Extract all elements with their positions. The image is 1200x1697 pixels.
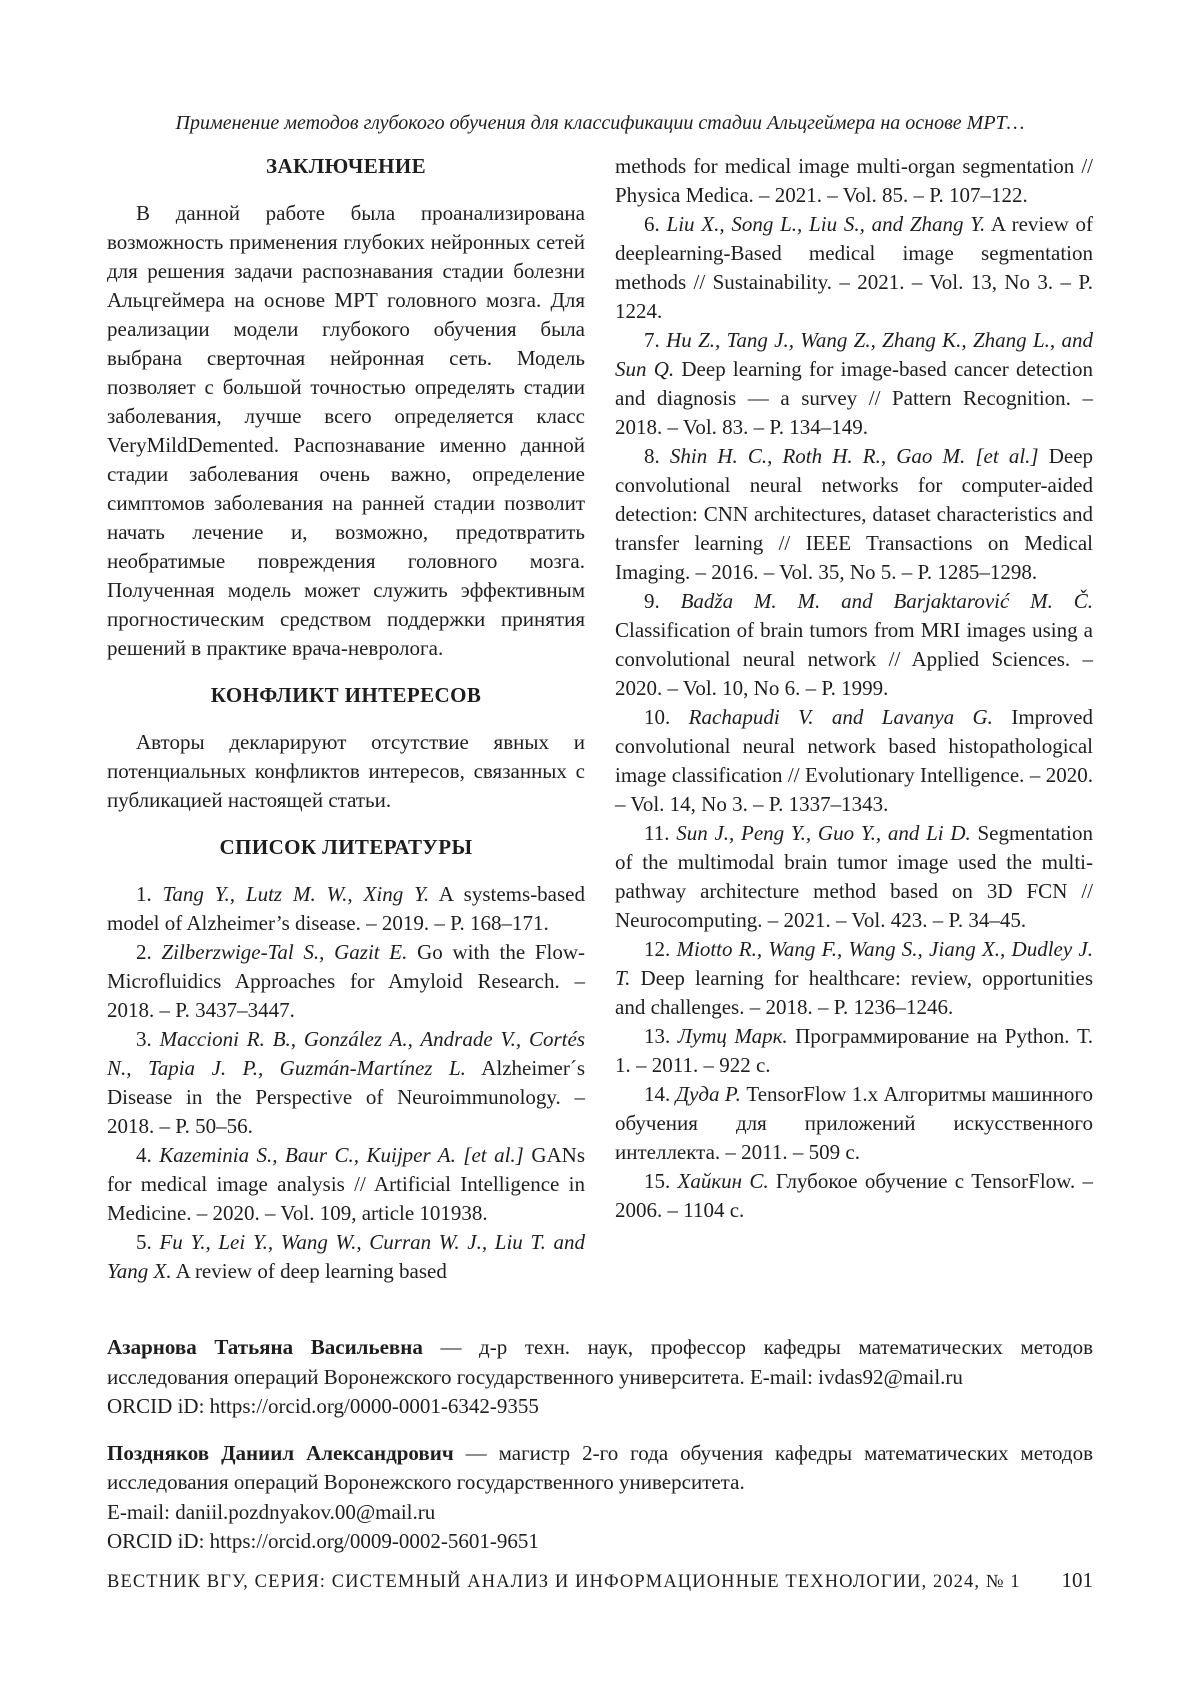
reference-item <box>615 1022 1093 1080</box>
reference-number: 10. <box>644 705 689 729</box>
reference-text: Go with the Flow-Microfluidics Approaches for Amyloid Research. – 2018. – P. 3437–3447. <box>107 940 586 1022</box>
reference-authors: Дуда Р. <box>675 1082 741 1106</box>
reference-text: Deep convolutional neural networks for computer-aided detection: CNN architectures, dataset characteristics and transfer learning // IEEE Transactions on Medical Imaging. – 2016. – Vol. 35, No 5. – P. 1285–1298. <box>615 444 1094 584</box>
author-description: Поздняков Даниил Александрович — магистр 2-го года обучения кафедры математических методов исследования операций Воронежского государственного университета. <box>107 1440 1094 1494</box>
reference-authors: Hu Z., Tang J., Wang Z., Zhang K., Zhang L., and Sun Q. <box>615 328 1093 381</box>
reference-text: Improved convolutional neural network based histopathological image classification // Evolutionary Intelligence. – 2020. – Vol. 14, No 3. – P. 1337–1343. <box>615 705 1093 816</box>
reference-item <box>615 819 1093 935</box>
reference-number: 4. <box>136 1143 160 1167</box>
reference-number: 3. <box>136 1027 160 1051</box>
reference-text: A review of deeplearning-Based medical image segmentation methods // Sustainability. – 2021. – Vol. 13, No 3. – P. 1224. <box>615 212 1094 323</box>
reference-item <box>615 703 1093 819</box>
author-description: Азарнова Татьяна Васильевна — д-р техн. наук, профессор кафедры математических методов исследования операций Воронежского государственного университета. E-mail: ivdas92@mail.ru <box>107 1335 1093 1389</box>
two-column-layout <box>107 152 1093 1286</box>
reference-authors: Sun J., Peng Y., Guo Y., and Li D. <box>676 821 971 845</box>
reference-list-right <box>615 210 1093 1225</box>
reference-number: 13. <box>644 1024 678 1048</box>
reference-text: Deep learning for image-based cancer detection and diagnosis — a survey // Pattern Recognition. – 2018. – Vol. 83. – P. 134–149. <box>615 357 1093 439</box>
reference-item <box>107 1228 585 1286</box>
page-number: 101 <box>1061 1568 1093 1592</box>
reference-item <box>615 210 1093 326</box>
reference-text: GANs for medical image analysis // Artificial Intelligence in Medicine. – 2020. – Vol. 109, article 101938. <box>107 1143 586 1225</box>
reference-number: 2. <box>136 940 162 964</box>
reference-authors: Maccioni R. B., González A., Andrade V., Cortés N., Tapia J. P., Guzmán-Martínez L. <box>107 1027 585 1080</box>
reference-item <box>615 1080 1093 1167</box>
reference-authors: Fu Y., Lei Y., Wang W., Curran W. J., Liu T. and Yang X. <box>107 1230 586 1283</box>
reference-text: Глубокое обучение с TensorFlow. – 2006. – 1104 с. <box>615 1169 1093 1222</box>
reference-item <box>615 935 1093 1022</box>
reference-authors: Rachapudi V. and Lavanya G. <box>688 705 993 729</box>
journal-footer-line: ВЕСТНИК ВГУ, СЕРИЯ: СИСТЕМНЫЙ АНАЛИЗ И ИНФОРМАЦИОННЫЕ ТЕХНОЛОГИИ, 2024, № 1 <box>107 1572 1021 1592</box>
reference-authors: Лутц Марк. <box>677 1024 788 1048</box>
reference-number: 14. <box>644 1082 676 1106</box>
reference-number: 1. <box>136 882 163 906</box>
references-heading: СПИСОК ЛИТЕРАТУРЫ <box>219 835 473 859</box>
author-name: Азарнова Татьяна Васильевна <box>107 1335 423 1359</box>
author-name: Поздняков Даниил Александрович <box>107 1440 454 1465</box>
reference-item <box>615 587 1093 703</box>
reference-item <box>107 938 585 1025</box>
reference-text: Classification of brain tumors from MRI images using a convolutional neural network // Applied Sciences. – 2020. – Vol. 10, No 6. – P. 1999. <box>615 618 1093 700</box>
reference-number: 11. <box>644 821 677 845</box>
reference-authors: Shin H. C., Roth H. R., Gao M. [et al.] <box>669 444 1039 468</box>
reference-number: 6. <box>644 212 667 236</box>
reference-number: 9. <box>644 589 681 613</box>
reference-authors: Tang Y., Lutz M. W., Xing Y. <box>162 882 430 906</box>
authors-block <box>107 1333 1093 1574</box>
reference-text: Segmentation of the multimodal brain tumor image used the multi-pathway architecture method based on 3D FCN // Neurocomputing. – 2021. – Vol. 423. – P. 34–45. <box>615 821 1093 932</box>
reference-item <box>615 326 1093 442</box>
reference-item <box>107 1025 585 1141</box>
reference-item <box>615 442 1093 587</box>
reference-number: 5. <box>136 1230 160 1254</box>
reference-text: Программирование на Python. Т. 1. – 2011. – 922 с. <box>615 1024 1093 1077</box>
author-entry <box>107 1439 1093 1557</box>
author-email: E-mail: daniil.pozdnyakov.00@mail.ru <box>107 1499 436 1524</box>
reference-text: Deep learning for healthcare: review, opportunities and challenges. – 2018. – P. 1236–1246. <box>615 966 1093 1019</box>
reference-authors: Liu X., Song L., Liu S., and Zhang Y. <box>666 212 986 236</box>
right-column <box>615 152 1093 1286</box>
reference-number: 7. <box>644 328 667 352</box>
reference-number: 8. <box>644 444 670 468</box>
author-orcid: ORCID iD: https://orcid.org/0000-0001-6342-9355 <box>107 1394 539 1418</box>
conflict-of-interest-heading: КОНФЛИКТ ИНТЕРЕСОВ <box>210 683 482 707</box>
reference-item <box>107 880 585 938</box>
reference-item <box>107 1141 585 1228</box>
left-column <box>107 152 585 1286</box>
reference-authors: Zilberzwige-Tal S., Gazit E. <box>161 940 408 964</box>
reference-authors: Хайкин С. <box>677 1169 769 1193</box>
reference-number: 12. <box>644 937 677 961</box>
reference-text: A systems-based model of Alzheimer’s disease. – 2019. – P. 168–171. <box>107 882 585 935</box>
author-entry <box>107 1333 1093 1422</box>
conclusion-paragraph: В данной работе была проанализирована возможность применения глубоких нейронных сетей для решения задачи распознавания стадии болезни Альцгеймера на основе МРТ головного мозга. Для реализации модели глубокого обучения была выбрана сверточная нейронная сеть. Модель позволяет с большой точностью определять стадии заболевания, лучше всего определяется класс VeryMildDemented. Распознавание именно данной стадии заболевания очень важно, определение симптомов заболевания на ранней стадии позволит начать лечение и, возможно, предотвратить необратимые повреждения головного мозга. Полученная модель может служить эффективным прогностическим средством поддержки принятия решений в практике врача-невролога. <box>107 201 585 660</box>
conclusion-heading: ЗАКЛЮЧЕНИЕ <box>265 154 427 178</box>
reference-continuation: methods for medical image multi-organ segmentation // Physica Medica. – 2021. – Vol. 85. – P. 107–122. <box>615 154 1093 207</box>
reference-text: A review of deep learning based <box>171 1259 447 1283</box>
page-footer <box>107 1568 1093 1593</box>
reference-authors: Kazeminia S., Baur C., Kuijper A. [et al.] <box>159 1143 524 1167</box>
reference-text: Alzheimer´s Disease in the Perspective of Neuroimmunology. – 2018. – P. 50–56. <box>107 1056 585 1138</box>
reference-item <box>615 1167 1093 1225</box>
reference-list-left <box>107 880 585 1286</box>
reference-authors: Miotto R., Wang F., Wang S., Jiang X., Dudley J. T. <box>615 937 1093 990</box>
conflict-of-interest-paragraph: Авторы декларируют отсутствие явных и потенциальных конфликтов интересов, связанных с публикацией настоящей статьи. <box>107 730 585 812</box>
reference-text: TensorFlow 1.x Алгоритмы машинного обучения для приложений искусственного интеллекта. – 2011. – 509 с. <box>615 1082 1094 1164</box>
reference-authors: Badža M. M. and Barjaktarović M. Č. <box>680 589 1093 613</box>
reference-number: 15. <box>644 1169 678 1193</box>
running-head: Применение методов глубокого обучения для классификации стадии Альцгеймера на основе МРТ… <box>175 112 1025 134</box>
author-orcid: ORCID iD: https://orcid.org/0009-0002-5601-9651 <box>107 1529 539 1553</box>
